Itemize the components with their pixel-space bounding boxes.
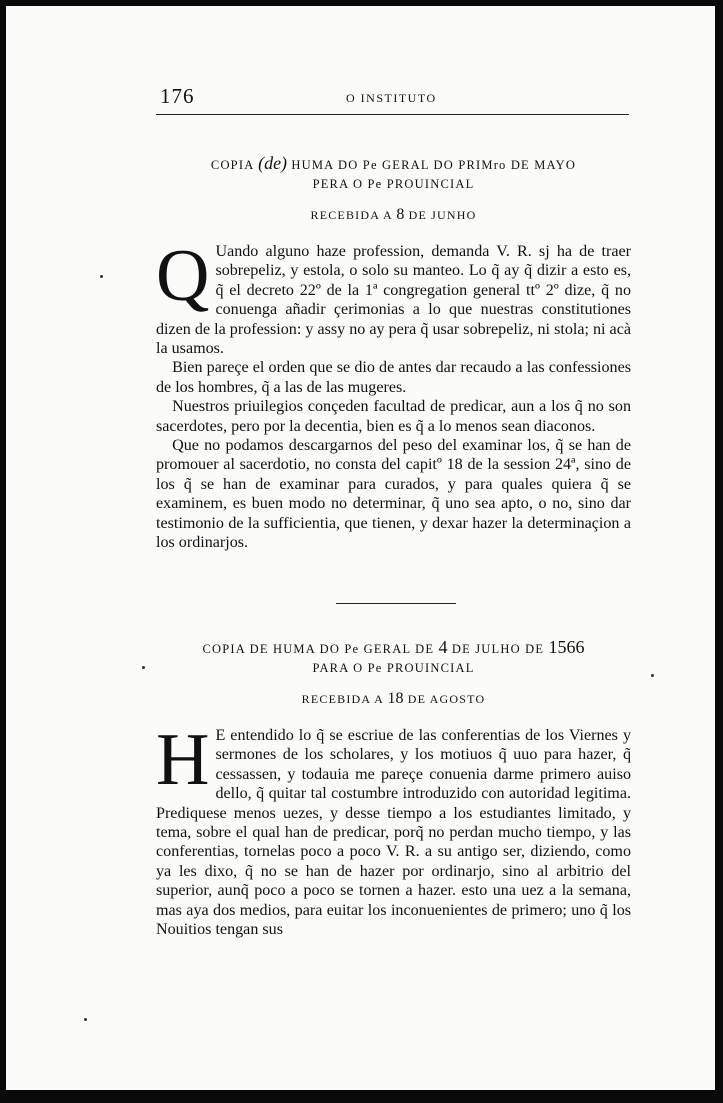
letter-2-body xyxy=(156,719,631,939)
section-divider xyxy=(336,603,456,604)
letter-1-title-part-a: COPIA xyxy=(210,158,259,172)
letter-1-received-a: RECEBIDA A xyxy=(310,208,397,222)
letter-2-title-num2: 1566 xyxy=(548,637,585,657)
letter-1-paragraph: Bien pareçe el orden que se dio de antes dar recaudo a las confessiones de los hombres, q̃ a las de las mugeres. xyxy=(156,359,631,396)
letter-1-body xyxy=(156,235,631,553)
page-header xyxy=(156,84,631,114)
letter-1-received-num: 8 xyxy=(396,206,405,223)
letter-1-received xyxy=(156,206,631,224)
letter-section-2 xyxy=(156,638,631,939)
letter-1-paragraph: Uando alguno haze profession, demanda V. R. sj ha de traer sobrepeliz, y estola, o solo su manteo. Lo q̃ ay q̃ dizir a esto es, q̃ el decreto 22º de la 1ª congregation general ttº 2º dize, q̃ no conuenga añadir çerimonias a lo que nuestras constitutiones dizen de la profession: y assy no ay pera q̃ usar sobrepeliz, ni stola; ni acà la usamos. xyxy=(156,243,631,358)
letter-2-received-b: DE AGOSTO xyxy=(403,692,486,706)
letter-1-title-part-b: HUMA DO Pe GERAL DO PRIMro DE MAYO xyxy=(287,158,577,172)
header-rule xyxy=(156,114,629,115)
letter-1-received-b: DE JUNHO xyxy=(404,208,477,222)
letter-1-paragraph: Nuestros priuilegios conçeden facultad de predicar, aun a los q̃ no son sacerdotes, pero por la decentia, bien es q̃ a lo menos sean diaconos. xyxy=(156,398,631,435)
letter-1-dropcap: Q xyxy=(156,235,210,317)
letter-1-title-line2: PERA O Pe PROUINCIAL xyxy=(312,177,475,191)
letter-2-dropcap: H xyxy=(156,719,210,801)
letter-section-1 xyxy=(156,154,631,553)
letter-2-title-part-b: DE JULHO DE xyxy=(447,642,549,656)
page-number: 176 xyxy=(160,84,195,108)
letter-2-title-num1: 4 xyxy=(438,637,448,657)
page-speck xyxy=(651,674,654,677)
running-title: O INSTITUTO xyxy=(346,91,437,105)
letter-2-paragraph: E entendido lo q̃ se escriue de las conferentias de los Viernes y sermones de los scholares, y los motiuos q̃ uuo para hazer, q̃ cessassen, y todauia me pareçe conuenia darme primero auiso dello, q̃ quitar tal costumbre introduzido con autoridad legitima. Prediquese menos uezes, y desse tiempo a los estudiantes limitado, y tema, sobre el qual han de predicar, porq̃ no perdan mucho tiempo, y las conferentias, tornelas poco a poco V. R. a su antigo ser, diziendo, como ya les dixo, q̃ no se han de hazer por ordinarjo, sino al arbitrio del superior, aunq̃ poco a poco se tornen a hazer. esto una uez a la semana, mas aya dos medios, para euitar los inconuenientes de primero; uno q̃ los Nouitios tengan sus xyxy=(156,727,631,939)
letter-1-title-de: (de) xyxy=(258,153,288,173)
letter-2-received-num: 18 xyxy=(387,690,404,707)
letter-1-paragraph: Que no podamos descargarnos del peso del examinar los, q̃ se han de promouer al sacerdotio, no consta del capitº 18 de la session 24ª, sino de los q̃ se han de examinar para curados, y para quales quiera q̃ se examinem, es buen modo no determinar, q̃ uno sea apto, o no, sino dar testimonio de la sufficientia, que tienen, y dexar hazer la determinaçion a los ordinarjos. xyxy=(156,437,631,552)
page-speck xyxy=(84,1018,87,1021)
letter-2-received-a: RECEBIDA A xyxy=(301,692,388,706)
letter-2-title xyxy=(156,638,631,678)
letter-1-title xyxy=(156,154,631,194)
page-speck xyxy=(142,666,145,669)
letter-2-received xyxy=(156,690,631,708)
page-speck xyxy=(100,275,103,278)
book-page xyxy=(6,6,715,1090)
letter-2-title-line2: PARA O Pe PROUINCIAL xyxy=(312,661,475,675)
letter-2-title-part-a: COPIA DE HUMA DO Pe GERAL DE xyxy=(202,642,439,656)
